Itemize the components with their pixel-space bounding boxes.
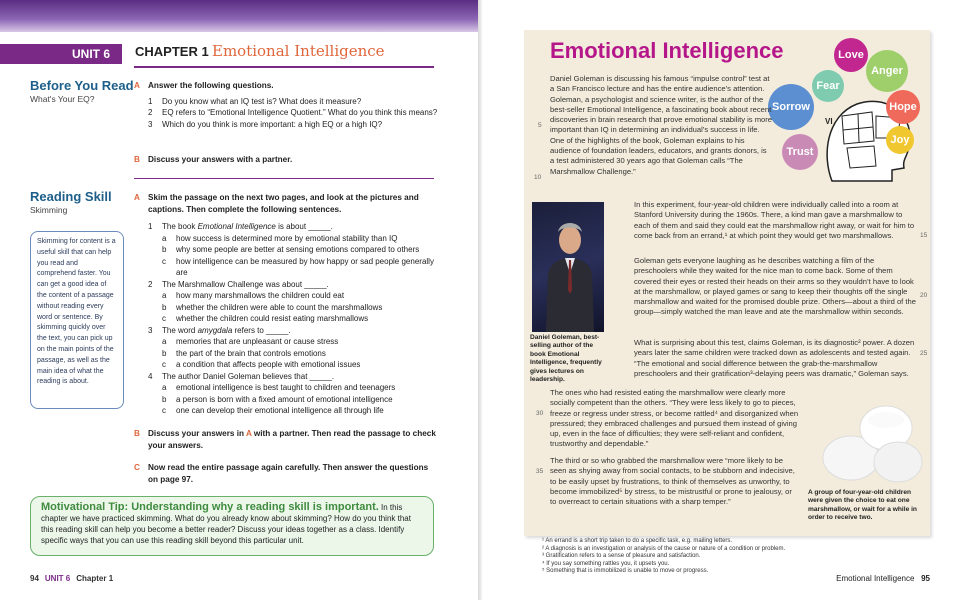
answer-option: b why some people are better at sensing emotions compared to others (162, 245, 420, 254)
right-footer: Emotional Intelligence 95 (836, 574, 930, 583)
paragraph-6: The third or so who grabbed the marshmallow were “more likely to be seen as shying away from social contacts, to be stubborn and indecisive, to be easily upset by frustrations, to think of themselves as unworthy, to become immobilized⁵ by stress, to be mistrustful or prone to jealousy, or to overreact to certain situations with a sharp temper.” (550, 456, 795, 507)
line-number: 30 (536, 410, 544, 417)
line-number: 25 (920, 350, 928, 357)
right-page (482, 0, 960, 600)
skim-section-c: C Now read the entire passage again carefully. Then answer the questions on page 97. (134, 463, 429, 484)
answer-option: c a condition that affects people with emotional issues (162, 360, 361, 369)
paragraph-4: What is surprising about this test, claims Goleman, is its diagnostic² power. A dozen years later the same children were tracked down as adolescents and tested again. “The emotional and social difference between the grab-the-marshmallow preschoolers and their gratification³-delaying peers was dramatic,” Goleman says. (634, 338, 915, 378)
question-item: 3 The word amygdala refers to _____. (148, 325, 291, 335)
tip-body: In this chapter we have practiced skimming. What do you already know about skimming? How do you think that this reading skill can help you become a better reader? Discuss your ideas together as a class. Identify specific ways that you can use this reading skill beyond this particular unit. (41, 503, 411, 545)
section-a-instructions: Answer the following questions. (148, 81, 274, 90)
goleman-photo (532, 202, 604, 332)
tip-heading: Motivational Tip: Understanding why a reading skill is important. (41, 501, 379, 513)
paragraph-2: In this experiment, four-year-old children were individually called into a room at Stanford University during the 1960s. There, a kind man gave a marshmallow to each of them and said they could eat the marshmallow right away, or wait for him to come back from an errand,¹ at which point they would get two marshmallows. (634, 200, 915, 240)
answer-option: a how many marshmallows the children could eat (162, 291, 345, 300)
footnote: ² A diagnosis is an investigation or analysis of the cause or nature of a condition or problem. (542, 545, 786, 552)
head-label: VI (825, 117, 833, 126)
skimming-tip-box: Skimming for content is a useful skill that can help you read and comprehend faster. You can get a good idea of the content of a passage without reading every word or sentence. By skimming quickly over the text, you can pick up on the main points of the passage, as well as the main idea of what the reading is about. (30, 231, 124, 409)
chapter-title: Emotional Intelligence (212, 42, 385, 60)
unit-tab: UNIT 6 (0, 44, 122, 64)
joy-bubble: Joy (886, 126, 914, 154)
answer-option: b a person is born with a fixed amount of emotional intelligence (162, 394, 393, 404)
photo-caption: Daniel Goleman, best-selling author of the book Emotional Intelligence, frequently gives lectures on leadership. (530, 334, 602, 384)
trust-bubble: Trust (782, 134, 818, 170)
answer-option: c how intelligence can be measured by how happy or sad people generally are (162, 256, 434, 277)
page-number: 94 (30, 574, 39, 583)
question-item: 2 The Marshmallow Challenge was about _____. (148, 279, 329, 289)
line-number: 35 (536, 468, 544, 475)
sorrow-bubble: Sorrow (768, 84, 814, 130)
before-section-b: B Discuss your answers with a partner. (134, 155, 293, 164)
skim-section-a: A Skim the passage on the next two pages, and look at the pictures and captions. Then complete the following sentences. 1 The book Emotional Intelligence is about _____. a how success is determined more by emotional stability than IQ b why some people are better at sensing emotions compared to others c how intelligence can be measured by how happy or sad people generally are 2 The Marshmallow Challenge was about _____. a how many marshmallows the children could eat b whether the children were able to count the marshmallows c whether the children could resist eating marshmallows 3 The word amygdala refers to _____. a memories that are unpleasant or cause stress b the part of the brain that controls emotions c a condition that affects people with emotional issues 4 The author Daniel Goleman believes that _____. a emotional intelligence is best taught to children and teenagers b a person is born with a fixed amount of emotional intelligence c one can develop their emotional intelligence all through life (134, 192, 439, 417)
question-item: 1 The book Emotional Intelligence is about _____. (148, 222, 333, 231)
footnote: ³ Gratification refers to a sense of pleasure and satisfaction. (542, 553, 701, 560)
top-color-band (0, 0, 478, 32)
left-page (0, 0, 478, 600)
question-item: 1 Do you know what an IQ test is? What does it measure? (148, 96, 362, 106)
left-footer: 94 UNIT 6 Chapter 1 (30, 574, 114, 583)
anger-bubble: Anger (866, 50, 908, 92)
motivational-tip-box (30, 496, 434, 556)
paragraph-5: The ones who had resisted eating the marshmallow were clearly more socially competent than the others. “They were less likely to go to pieces, freeze or regress under stress, or become rattled⁴ and disorganized when pressured; they embraced challenges and pursued them instead of giving up, even in the face of difficulties; they were self-reliant and confident, trustworthy and dependable.” (550, 388, 799, 449)
hope-bubble: Hope (886, 90, 920, 124)
answer-option: c whether the children could resist eating marshmallows (162, 314, 369, 323)
line-number: 5 (538, 122, 542, 129)
section-divider (134, 178, 434, 179)
skim-instructions: Skim the passage on the next two pages, and look at the pictures and captions. Then complete the following sentences. (148, 193, 419, 214)
footnote: ⁵ Something that is immobilized is unable to move or progress. (542, 568, 709, 575)
footnote: ¹ An errand is a short trip taken to do a specific task, e.g. mailing letters. (542, 538, 733, 544)
section-b-instructions: Discuss your answers with a partner. (148, 155, 293, 164)
line-number: 20 (920, 292, 928, 299)
line-number: 15 (920, 232, 928, 239)
answer-option: a emotional intelligence is best taught to children and teenagers (162, 383, 396, 392)
header-rule (134, 66, 434, 68)
before-you-read-subheading: What's Your EQ? (30, 94, 95, 104)
question-item: 4 The author Daniel Goleman believes that _____. (148, 371, 335, 381)
fear-bubble: Fear (812, 70, 844, 102)
reading-skill-heading: Reading Skill (30, 189, 112, 204)
question-item: 3 Which do you think is more important: a high EQ or a high IQ? (148, 119, 383, 129)
footnotes (542, 538, 922, 576)
question-item: 2 EQ refers to “Emotional Intelligence Quotient.” What do you think this means? (148, 108, 438, 117)
answer-option: a how success is determined more by emotional stability than IQ (162, 233, 398, 243)
section-letter: A (134, 81, 140, 90)
paragraph-3: Goleman gets everyone laughing as he describes watching a film of the preschoolers while they waited for the nice man to come back. Some of them covered their eyes or rested their heads on their arms so they wouldn’t have to look at the marshmallow, or played games or sang to keep their thoughts off the single marshmallow and waited for the promised double prize. Others—about a third of the group—simply watched the man leave and ate the marshmallow within seconds. (634, 256, 916, 317)
marshmallow-illustration (816, 388, 926, 488)
lecturer-figure (532, 202, 604, 332)
paragraph-1: Daniel Goleman is discussing his famous “impulse control” test at a San Francisco lecture and has the entire audience’s attention. Goleman, a psychologist and science writer, is the author of the best-seller Emotional Intelligence, a fascinating book about recent discoveries in brain research that prove emotional stability is more important than IQ in determining an individual’s success in life. One of the highlights of the book, Goleman explains to his audience of foundation leaders, educators, and grants donors, is a test administered 30 years ago that Goleman calls “The Marshmallow Challenge.” (550, 74, 773, 176)
answer-option: b whether the children were able to count the marshmallows (162, 302, 383, 312)
skim-section-b: B Discuss your answers in A with a partner. Then read the passage to check your answers. (134, 429, 436, 450)
chapter-label: CHAPTER 1 (135, 44, 209, 59)
answer-option: c one can develop their emotional intelligence all through life (162, 406, 384, 415)
line-number: 10 (534, 174, 542, 181)
answer-option: a memories that are unpleasant or cause stress (162, 337, 339, 346)
page-number: 95 (921, 574, 930, 583)
footnote: ⁴ If you say something rattles you, it upsets you. (542, 560, 670, 567)
reading-title: Emotional Intelligence (550, 38, 784, 63)
reading-skill-subheading: Skimming (30, 205, 68, 215)
before-you-read-heading: Before You Read (30, 78, 134, 93)
answer-option: b the part of the brain that controls emotions (162, 348, 326, 358)
before-section-a (134, 80, 439, 130)
marshmallow-caption: A group of four-year-old children were given the choice to eat one marshmallow, or wait for a while in order to receive two. (808, 489, 917, 522)
love-bubble: Love (834, 38, 868, 72)
